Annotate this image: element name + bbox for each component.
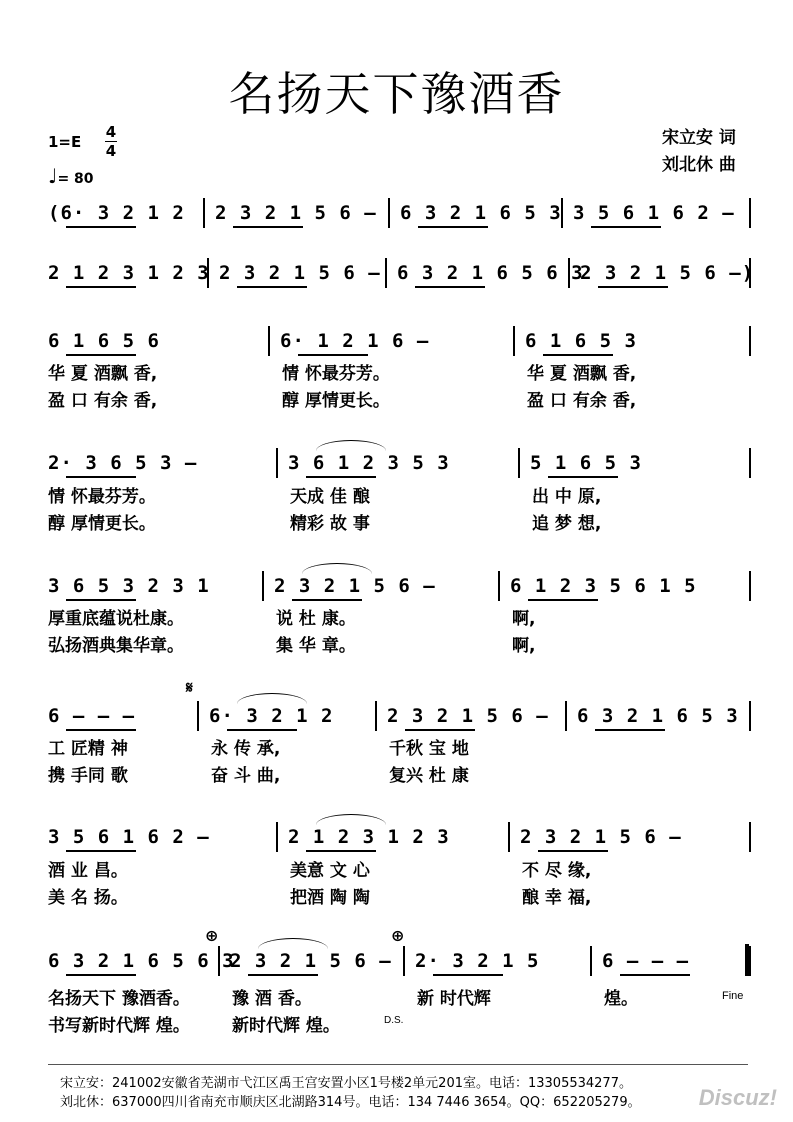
lyric-1: 情 怀最芬芳。 [48,487,156,507]
barline [268,326,270,356]
lyric-1: 美意 文 心 [290,861,370,881]
measure-notes: 3 5 6 1 6 2 – [48,826,210,848]
measure-notes: 2 3 2 1 5 6 – [520,826,682,848]
key-signature: 1=E [48,133,82,151]
measure-notes: 6 3 2 1 6 5 3 [577,705,739,727]
lyric-2: 醇 厚情更长。 [282,391,390,411]
slur [316,814,386,825]
measure-notes: 6 1 6 5 3 [525,330,637,352]
lyric-2: 盈 口 有余 香, [527,391,637,411]
measure-notes: (6· 3 2 1 2 [48,202,185,224]
measure-notes: 3 5 6 1 6 2 – [573,202,735,224]
beam-underline [595,729,665,731]
barline [749,946,751,976]
coda-sign-2: ⊕ [391,926,405,945]
time-signature-top: 4 [105,123,117,141]
barline [403,946,405,976]
lyric-1: 天成 佳 酿 [290,487,370,507]
contact-lyricist: 宋立安：241002安徽省芜湖市弋江区禹王宫安置小区1号楼2单元201室。电话：13305534277。 [60,1076,632,1091]
lyric-1: 厚重底蕴说杜康。 [48,609,184,629]
lyric-1: 千秋 宝 地 [389,739,469,759]
measure-notes: 2 3 2 1 5 6 – [387,705,549,727]
lyric-1: 豫 酒 香。 [232,989,312,1009]
beam-underline [538,850,608,852]
time-signature [105,124,117,159]
quarter-note-icon: ♩ [48,164,58,188]
lyric-1: 酒 业 昌。 [48,861,128,881]
lyric-2: 携 手同 歌 [48,766,128,786]
time-signature-bottom: 4 [105,142,117,160]
composer-credit: 刘北休 曲 [662,155,736,175]
lyric-2: 新时代辉 煌。 [232,1016,340,1036]
barline [203,198,205,228]
barline [565,701,567,731]
barline [518,448,520,478]
barline [262,571,264,601]
lyric-1: 出 中 原, [532,487,602,507]
lyric-1: 名扬天下 豫酒香。 [48,989,190,1009]
lyric-2: 啊, [512,636,536,656]
fine-mark: Fine [722,990,744,1002]
measure-notes: 2 1 2 3 1 2 3 [288,826,450,848]
lyric-2: 美 名 扬。 [48,888,128,908]
page-title: 名扬天下豫酒香 [228,67,565,121]
barline [513,326,515,356]
measure-notes: 6 1 2 3 5 6 1 5 [510,575,697,597]
measure-notes: 2 3 2 1 5 6 – [219,262,381,284]
lyric-2: 弘扬酒典集华章。 [48,636,184,656]
measure-notes: 6 3 2 1 6 5 3 [400,202,562,224]
lyric-1: 煌。 [604,989,638,1009]
measure-notes: 2 1 2 3 1 2 3 [48,262,210,284]
lyric-2: 精彩 故 事 [290,514,370,534]
beam-underline [66,974,136,976]
barline [197,701,199,731]
beam-underline [418,226,488,228]
barline [749,822,751,852]
barline [375,701,377,731]
lyric-1: 情 怀最芬芳。 [282,364,390,384]
measure-notes: 2 3 2 1 5 6 – [230,950,392,972]
measure-notes: 6 – – – [602,950,690,972]
lyric-2: 醇 厚情更长。 [48,514,156,534]
beam-underline [433,974,503,976]
beam-underline [66,729,136,731]
barline [590,946,592,976]
lyric-1: 啊, [512,609,536,629]
beam-underline [233,226,303,228]
lyric-1: 说 杜 康。 [276,609,356,629]
measure-notes: 2 3 2 1 5 6 – [215,202,377,224]
final-barline [745,944,749,976]
slur [258,938,328,949]
coda-sign-1: ⊕ [205,926,219,945]
measure-notes: 5 1 6 5 3 [530,452,642,474]
beam-underline [237,286,307,288]
beam-underline [528,599,598,601]
beam-underline [248,974,318,976]
barline [749,571,751,601]
beam-underline [415,286,485,288]
slur [302,563,372,574]
contact-composer: 刘北休：637000四川省南充市顺庆区北湖路314号。电话：134 7446 3654。QQ：652205279。 [60,1095,641,1110]
beam-underline [66,286,136,288]
measure-notes: 6 3 2 1 6 5 6 3 [397,262,584,284]
measure-notes: 3 6 1 2 3 5 3 [288,452,450,474]
measure-notes: 2 3 2 1 5 6 – [274,575,436,597]
lyricist-credit: 宋立安 词 [662,128,736,148]
lyric-2: 追 梦 想, [532,514,602,534]
measure-notes: 2· 3 6 5 3 – [48,452,198,474]
barline [498,571,500,601]
lyric-2: 酿 幸 福, [522,888,592,908]
barline [749,326,751,356]
barline [749,448,751,478]
barline [385,258,387,288]
segno-sign: 𝄋 [186,678,193,697]
barline [749,198,751,228]
lyric-1: 华 夏 酒飘 香, [48,364,158,384]
measure-notes: 6 3 2 1 6 5 6 3 [48,950,235,972]
lyric-2: 复兴 杜 康 [389,766,469,786]
beam-underline [306,850,376,852]
slur [237,693,307,704]
barline [388,198,390,228]
beam-underline [292,599,362,601]
barline [276,448,278,478]
tempo-marking [48,164,94,188]
beam-underline [298,354,368,356]
beam-underline [66,599,136,601]
barline [276,822,278,852]
lyric-1: 华 夏 酒飘 香, [527,364,637,384]
measure-notes: 2 3 2 1 5 6 –) [580,262,755,284]
beam-underline [227,729,297,731]
lyric-1: 永 传 承, [211,739,281,759]
lyric-1: 新 时代辉 [417,989,491,1009]
barline [749,701,751,731]
lyric-2: 奋 斗 曲, [211,766,281,786]
beam-underline [405,729,475,731]
lyric-2: 集 华 章。 [276,636,356,656]
beam-underline [306,476,376,478]
ds-mark: D.S. [384,1015,404,1026]
watermark-logo: Discuz! [698,1085,777,1110]
measure-notes: 3 6 5 3 2 3 1 [48,575,210,597]
beam-underline [548,476,618,478]
measure-notes: 6· 1 2 1 6 – [280,330,430,352]
contact-footer [0,1060,793,1122]
measure-notes: 2· 3 2 1 5 [415,950,540,972]
measure-notes: 6 – – – [48,705,136,727]
beam-underline [543,354,613,356]
beam-underline [66,354,136,356]
beam-underline [591,226,661,228]
measure-notes: 6 1 6 5 6 [48,330,160,352]
beam-underline [66,850,136,852]
lyric-2: 盈 口 有余 香, [48,391,158,411]
beam-underline [66,476,136,478]
barline [508,822,510,852]
lyric-2: 把酒 陶 陶 [290,888,370,908]
beam-underline [66,226,136,228]
lyric-1: 不 尽 缘, [522,861,592,881]
tempo-value: = 80 [57,171,94,187]
slur [316,440,386,451]
beam-underline [620,974,690,976]
measure-notes: 6· 3 2 1 2 [209,705,334,727]
lyric-2: 书写新时代辉 煌。 [48,1016,190,1036]
lyric-1: 工 匠精 神 [48,739,128,759]
beam-underline [598,286,668,288]
